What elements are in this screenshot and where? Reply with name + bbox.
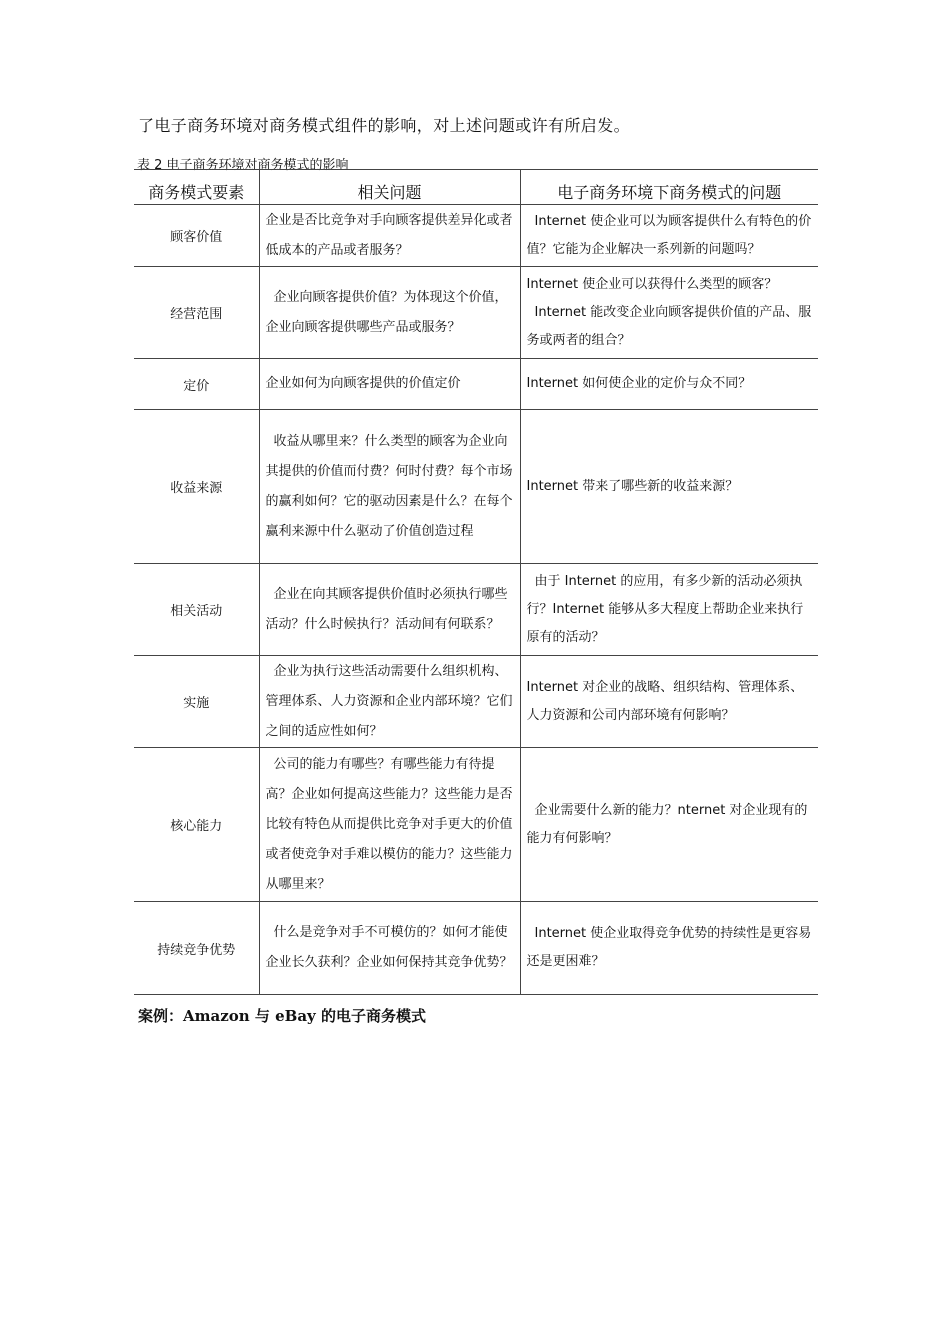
element-cell: 顾客价值 [134, 205, 259, 267]
element-cell: 收益来源 [134, 410, 259, 564]
question-cell: 企业是否比竞争对手向顾客提供差异化或者低成本的产品或者服务？ [259, 205, 520, 267]
table-row [134, 748, 818, 902]
internet-question-cell: Internet 使企业可以为顾客提供什么有特色的价值？它能为企业解决一系列新的问题吗？ [520, 205, 818, 267]
table-row [134, 564, 818, 656]
table-row [134, 656, 818, 748]
question-cell: 什么是竞争对手不可模仿的？如何才能使企业长久获利？企业如何保持其竞争优势？ [259, 902, 520, 995]
internet-question-cell [520, 267, 818, 359]
element-cell: 核心能力 [134, 748, 259, 902]
header-question: 相关问题 [259, 170, 520, 205]
question-cell: 收益从哪里来？什么类型的顾客为企业向其提供的价值而付费？何时付费？每个市场的赢利如何？它的驱动因素是什么？在每个赢利来源中什么驱动了价值创造过程 [259, 410, 520, 564]
internet-question-line: Internet 能改变企业向顾客提供价值的产品、服务或两者的组合？ [526, 304, 812, 348]
case-heading: 案例：Amazon 与 eBay 的电子商务模式 [138, 1007, 426, 1025]
question-cell: 企业向顾客提供价值？为体现这个价值，企业向顾客提供哪些产品或服务？ [259, 267, 520, 359]
question-cell: 公司的能力有哪些？有哪些能力有待提高？企业如何提高这些能力？这些能力是否比较有特色从而提供比竞争对手更大的价值或者使竞争对手难以模仿的能力？这些能力从哪里来？ [259, 748, 520, 902]
element-cell: 经营范围 [134, 267, 259, 359]
internet-question-cell: 由于 Internet 的应用，有多少新的活动必须执行？Internet 能够从多大程度上帮助企业来执行原有的活动？ [520, 564, 818, 656]
table-caption: 表 2 电子商务环境对商务模式的影响 [137, 158, 349, 173]
intro-paragraph: 了电子商务环境对商务模式组件的影响，对上述问题或许有所启发。 [138, 116, 631, 135]
table-row [134, 902, 818, 995]
internet-question-cell: Internet 使企业取得竞争优势的持续性是更容易还是更困难？ [520, 902, 818, 995]
element-cell: 持续竞争优势 [134, 902, 259, 995]
internet-question-cell: 企业需要什么新的能力？nternet 对企业现有的能力有何影响？ [520, 748, 818, 902]
element-cell: 定价 [134, 359, 259, 410]
element-cell: 相关活动 [134, 564, 259, 656]
business-model-table [134, 169, 818, 995]
question-cell: 企业为执行这些活动需要什么组织机构、管理体系、人力资源和企业内部环境？它们之间的适应性如何？ [259, 656, 520, 748]
table-row [134, 410, 818, 564]
internet-question-cell: Internet 如何使企业的定价与众不同？ [520, 359, 818, 410]
internet-question-line: Internet 使企业可以获得什么类型的顾客？ [526, 276, 778, 292]
table-row [134, 267, 818, 359]
table-row [134, 205, 818, 267]
header-ecommerce-question: 电子商务环境下商务模式的问题 [520, 170, 818, 205]
internet-question-cell: Internet 对企业的战略、组织结构、管理体系、人力资源和公司内部环境有何影响？ [520, 656, 818, 748]
table-header-row [134, 170, 818, 205]
element-cell: 实施 [134, 656, 259, 748]
question-cell: 企业如何为向顾客提供的价值定价 [259, 359, 520, 410]
header-element: 商务模式要素 [134, 170, 259, 205]
internet-question-cell: Internet 带来了哪些新的收益来源？ [520, 410, 818, 564]
question-cell: 企业在向其顾客提供价值时必须执行哪些活动？什么时候执行？活动间有何联系？ [259, 564, 520, 656]
table-row [134, 359, 818, 410]
